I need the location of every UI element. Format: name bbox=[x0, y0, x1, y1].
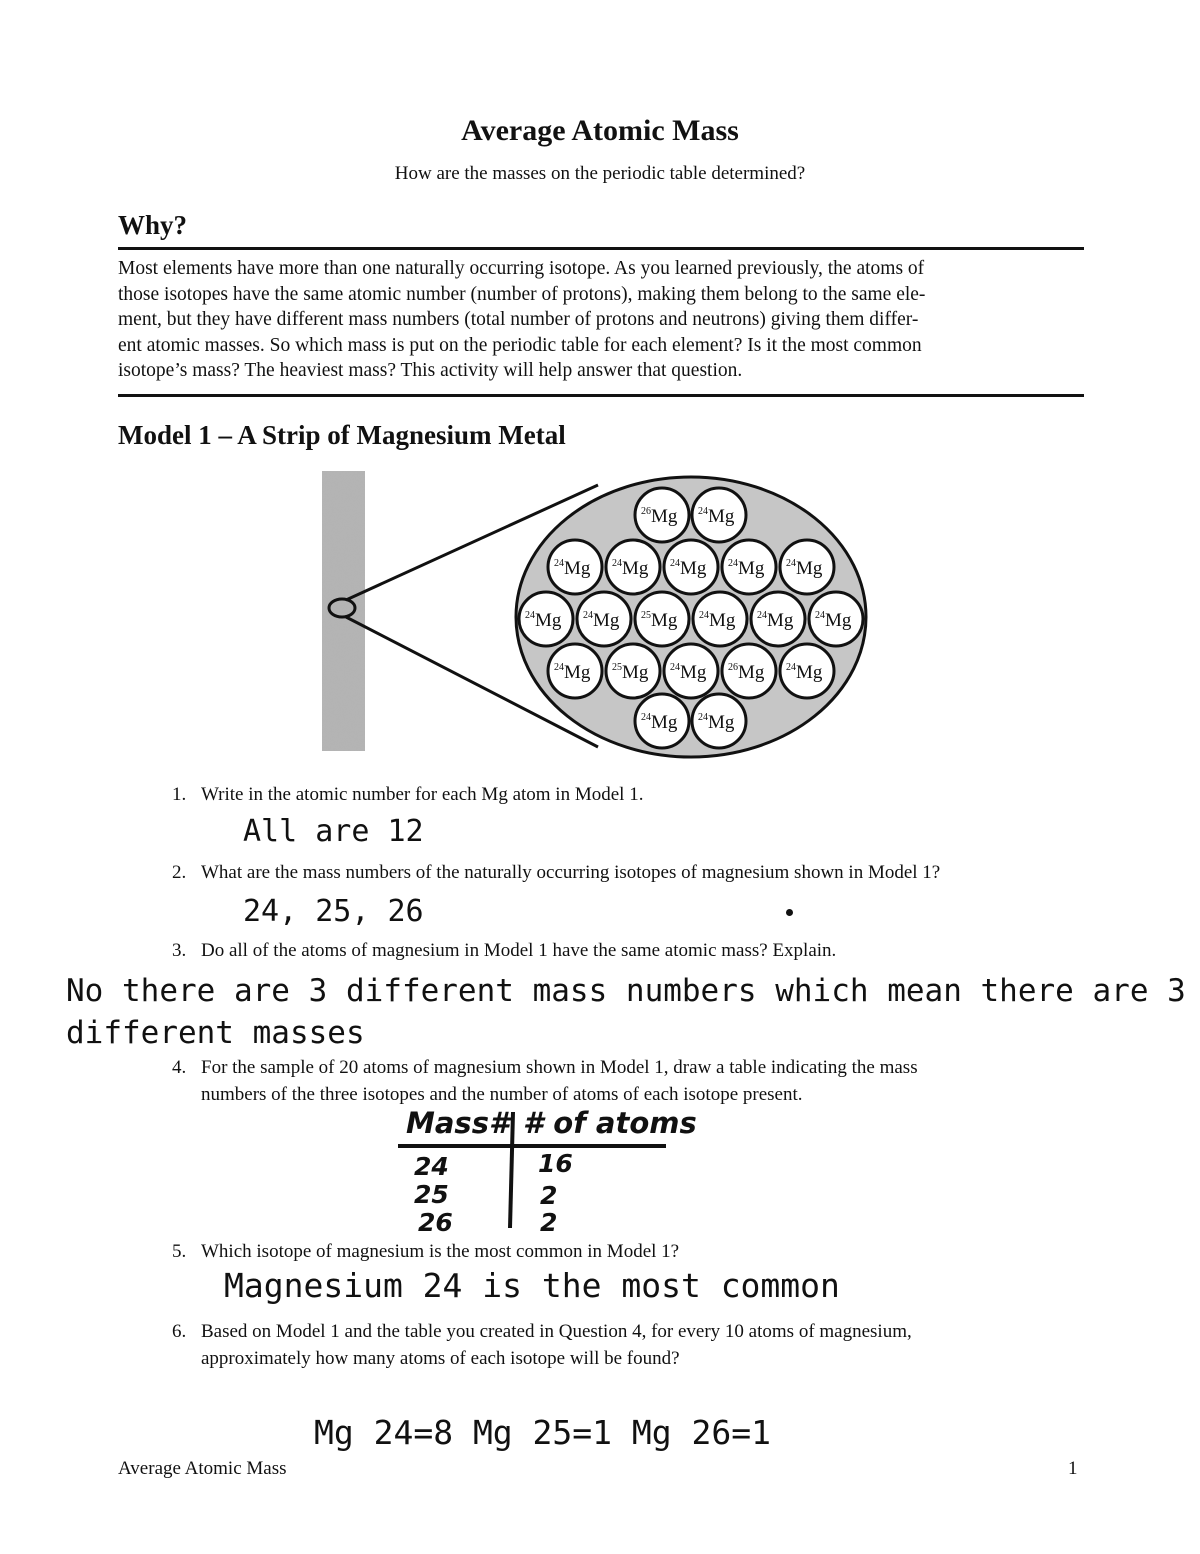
atom-label: $^{24}$Mg bbox=[670, 558, 707, 579]
question-6 bbox=[172, 1318, 912, 1372]
table-cell: 16 bbox=[538, 1149, 573, 1178]
why-heading: Why? bbox=[118, 210, 188, 240]
atom-label: $^{26}$Mg bbox=[728, 662, 765, 683]
question-text: Which isotope of magnesium is the most common in Model 1? bbox=[201, 1241, 680, 1262]
answer-line: different masses bbox=[66, 1015, 365, 1051]
atom-label: $^{24}$Mg bbox=[641, 712, 678, 733]
why-line: isotope’s mass? The heaviest mass? This activity will help answer that question. bbox=[118, 360, 743, 381]
table-cell: 26 bbox=[418, 1208, 453, 1237]
atom-label: $^{24}$Mg bbox=[698, 506, 735, 527]
table-header-count: # of atoms bbox=[523, 1106, 697, 1140]
table-cell: 2 bbox=[540, 1208, 558, 1237]
page-number: 1 bbox=[1068, 1458, 1078, 1479]
page-subtitle: How are the masses on the periodic table determined? bbox=[394, 163, 806, 184]
question-text: approximately how many atoms of each isotope will be found? bbox=[201, 1348, 680, 1369]
atom-label: $^{25}$Mg bbox=[612, 662, 649, 683]
atom-label: $^{24}$Mg bbox=[815, 610, 852, 631]
question-number: 5. bbox=[172, 1241, 187, 1262]
question-text: Do all of the atoms of magnesium in Model 1 have the same atomic mass? Explain. bbox=[201, 940, 837, 961]
atom-label: $^{24}$Mg bbox=[525, 610, 562, 631]
footer-title: Average Atomic Mass bbox=[118, 1458, 287, 1479]
atom-label: $^{24}$Mg bbox=[699, 610, 736, 631]
question-number: 4. bbox=[172, 1057, 187, 1078]
answer-6: Mg 24=8 Mg 25=1 Mg 26=1 bbox=[314, 1413, 771, 1452]
atom-label: $^{24}$Mg bbox=[670, 662, 707, 683]
atom-label: $^{24}$Mg bbox=[786, 662, 823, 683]
atom-label: $^{24}$Mg bbox=[728, 558, 765, 579]
atom-label: $^{24}$Mg bbox=[757, 610, 794, 631]
answer-line: No there are 3 different mass numbers which mean there are 3 bbox=[66, 973, 1186, 1009]
why-line: those isotopes have the same atomic number (number of protons), making them belong to the same ele- bbox=[118, 283, 926, 305]
question-number: 1. bbox=[172, 784, 187, 805]
question-text: Based on Model 1 and the table you created in Question 4, for every 10 atoms of magnesium, bbox=[201, 1321, 912, 1342]
model-title: Model 1 – A Strip of Magnesium Metal bbox=[118, 420, 566, 450]
atom-label: $^{24}$Mg bbox=[786, 558, 823, 579]
question-number: 3. bbox=[172, 940, 187, 961]
table-cell: 2 bbox=[540, 1181, 558, 1210]
atom-label: $^{25}$Mg bbox=[641, 610, 678, 631]
question-text: For the sample of 20 atoms of magnesium shown in Model 1, draw a table indicating the mass bbox=[201, 1057, 918, 1078]
page-title: Average Atomic Mass bbox=[461, 114, 739, 147]
answer-5: Magnesium 24 is the most common bbox=[224, 1266, 840, 1305]
atom-label: $^{24}$Mg bbox=[698, 712, 735, 733]
table-cell: 25 bbox=[414, 1180, 449, 1209]
question-5 bbox=[172, 1238, 679, 1265]
question-number: 6. bbox=[172, 1321, 187, 1342]
atom-label: $^{24}$Mg bbox=[583, 610, 620, 631]
why-line: Most elements have more than one naturally occurring isotope. As you learned previously, the atoms of bbox=[118, 258, 925, 279]
answer-2: 24, 25, 26 bbox=[243, 894, 424, 929]
why-line: ent atomic masses. So which mass is put on the periodic table for each element? Is it the most common bbox=[118, 334, 922, 356]
question-number: 2. bbox=[172, 862, 187, 883]
table-vertical-line bbox=[510, 1112, 513, 1228]
table-cell: 24 bbox=[414, 1152, 449, 1181]
answer-1: All are 12 bbox=[243, 814, 424, 849]
atom-label: $^{24}$Mg bbox=[612, 558, 649, 579]
atom-label: $^{26}$Mg bbox=[641, 506, 678, 527]
why-line: ment, but they have different mass numbers (total number of protons and neutrons) giving them differ- bbox=[118, 309, 919, 330]
table-header-mass: Mass# bbox=[406, 1106, 510, 1140]
atom-label: $^{24}$Mg bbox=[554, 558, 591, 579]
question-text: numbers of the three isotopes and the number of atoms of each isotope present. bbox=[201, 1084, 803, 1105]
question-text: Write in the atomic number for each Mg atom in Model 1. bbox=[201, 784, 644, 805]
question-text: What are the mass numbers of the naturally occurring isotopes of magnesium shown in Model 1? bbox=[201, 862, 941, 883]
atom-label: $^{24}$Mg bbox=[554, 662, 591, 683]
